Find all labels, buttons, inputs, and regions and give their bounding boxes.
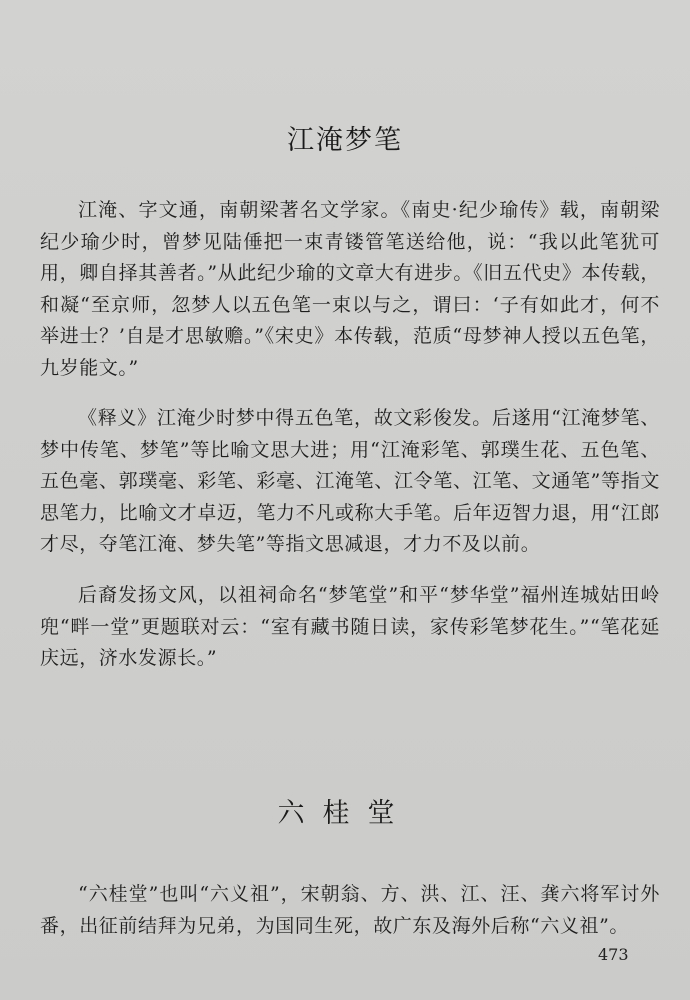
paragraph: “六桂堂”也叫“六义祖”，宋朝翁、方、洪、江、汪、龚六将军讨外番，出征前结拜为兄弟，为国同生死，故广东及海外后称“六义祖”。 <box>40 883 660 937</box>
section-title-jiangyan: 江淹梦笔 <box>287 125 403 156</box>
paragraph: 江淹、字文通，南朝梁著名文学家。《南史·纪少瑜传》载，南朝梁纪少瑜少时，曾梦见陆倕把一束青镂管笔送给他，说：“我以此笔犹可用，卿自择其善者。”从此纪少瑜的文章大有进步。《旧五代史》本传载，和凝“至京师，忽梦人以五色笔一束以与之，谓曰：‘子有如此才，何不举进士？’自是才思敏赡。”《宋史》本传载，范质“母梦神人授以五色笔，九岁能文。” <box>40 199 660 379</box>
paragraph: 后裔发扬文风，以祖祠命名“梦笔堂”和平“梦华堂”福州连城姑田岭兜“畔一堂”更题联对云：“室有藏书随日读，家传彩笔梦花生。”“笔花延庆远，济水发源长。” <box>40 584 660 669</box>
paragraph: 《释义》江淹少时梦中得五色笔，故文彩俊发。后遂用“江淹梦笔、梦中传笔、梦笔”等比喻文思大进；用“江淹彩笔、郭璞生花、五色笔、五色毫、郭璞毫、彩笔、彩毫、江淹笔、江令笔、江笔、文通笔”等指文思笔力，比喻文才卓迈，笔力不凡或称大手笔。后年迈智力退，用“江郎才尽，夺笔江淹、梦失笔”等指文思减退，才力不及以前。 <box>40 407 660 555</box>
section-title-liugui: 六桂堂 <box>277 798 413 829</box>
page-number: 473 <box>598 945 629 964</box>
